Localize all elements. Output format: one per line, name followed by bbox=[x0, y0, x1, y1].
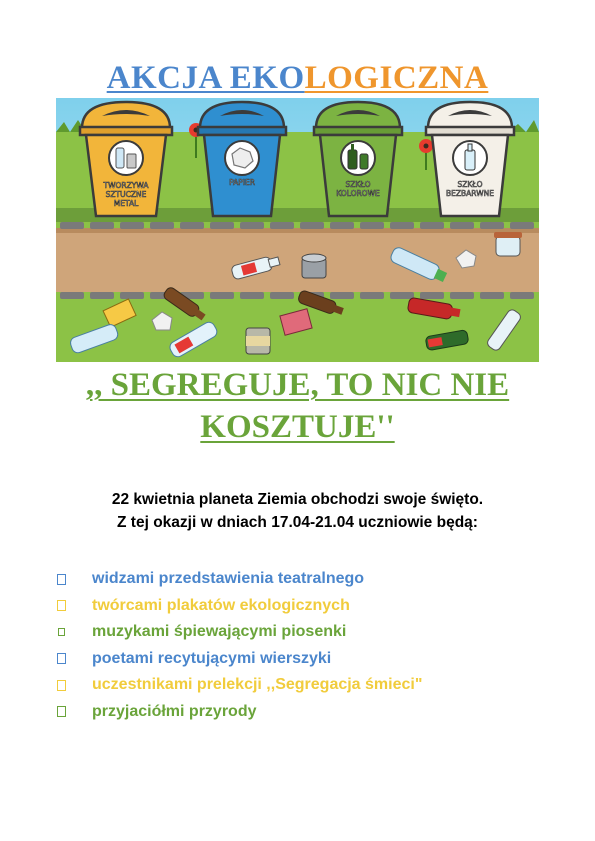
slogan-line-2: KOSZTUJE'' bbox=[200, 409, 395, 445]
list-item bbox=[57, 619, 557, 646]
intro-line-1: 22 kwietnia planeta Ziemia obchodzi swoje święto. bbox=[111, 491, 484, 508]
bin-label-colored-2: KOLOROWE bbox=[336, 189, 380, 198]
recycling-bins-illustration bbox=[56, 98, 539, 362]
checkbox-bullet-icon bbox=[57, 680, 66, 691]
intro-line-2: Z tej okazji w dniach 17.04-21.04 uczniowie będą: bbox=[117, 514, 478, 531]
list-item bbox=[57, 699, 557, 726]
checkbox-bullet-icon bbox=[57, 653, 66, 664]
bin-label-clear-1: SZKŁO bbox=[457, 180, 483, 189]
activity-text: poetami recytującymi wierszyki bbox=[92, 649, 332, 667]
checkbox-bullet-icon bbox=[58, 628, 65, 636]
title-part-logiczna: LOGICZNA bbox=[304, 60, 489, 96]
bin-paper bbox=[198, 102, 286, 216]
checkbox-bullet-icon bbox=[57, 706, 66, 717]
bin-colored-glass bbox=[314, 102, 402, 216]
list-item bbox=[57, 646, 557, 673]
poster-title bbox=[0, 58, 595, 98]
bin-label-clear-2: BEZBARWNE bbox=[446, 189, 494, 198]
list-item bbox=[57, 566, 557, 593]
activity-list bbox=[57, 566, 557, 725]
intro-text bbox=[0, 488, 595, 534]
list-item bbox=[57, 672, 557, 699]
bin-plastic-metal bbox=[80, 102, 172, 216]
bin-label-plastic-2: SZTUCZNE bbox=[105, 190, 147, 199]
slogan bbox=[0, 364, 595, 448]
activity-text: twórcami plakatów ekologicznych bbox=[92, 596, 350, 614]
activity-text: widzami przedstawienia teatralnego bbox=[92, 570, 365, 588]
bin-label-plastic-3: METAL bbox=[113, 199, 139, 208]
glass-jar-icon bbox=[494, 232, 522, 256]
activity-text: muzykami śpiewającymi piosenki bbox=[92, 623, 347, 641]
bin-label-colored-1: SZKŁO bbox=[345, 180, 371, 189]
bin-label-plastic-1: TWORZYWA bbox=[103, 181, 149, 190]
bin-clear-glass bbox=[426, 102, 514, 216]
activity-text: przyjaciółmi przyrody bbox=[92, 702, 257, 720]
list-item bbox=[57, 593, 557, 620]
tin-can-icon bbox=[246, 328, 270, 354]
slogan-line-1: ,, SEGREGUJE, TO NIC NIE bbox=[85, 367, 510, 403]
activity-text: uczestnikami prelekcji ,,Segregacja śmieci" bbox=[92, 676, 423, 694]
tin-can-icon bbox=[302, 254, 326, 278]
checkbox-bullet-icon bbox=[57, 574, 66, 585]
checkbox-bullet-icon bbox=[57, 600, 66, 611]
title-part-eko: AKCJA EKO bbox=[106, 60, 305, 96]
bin-label-paper: PAPIER bbox=[229, 178, 255, 187]
